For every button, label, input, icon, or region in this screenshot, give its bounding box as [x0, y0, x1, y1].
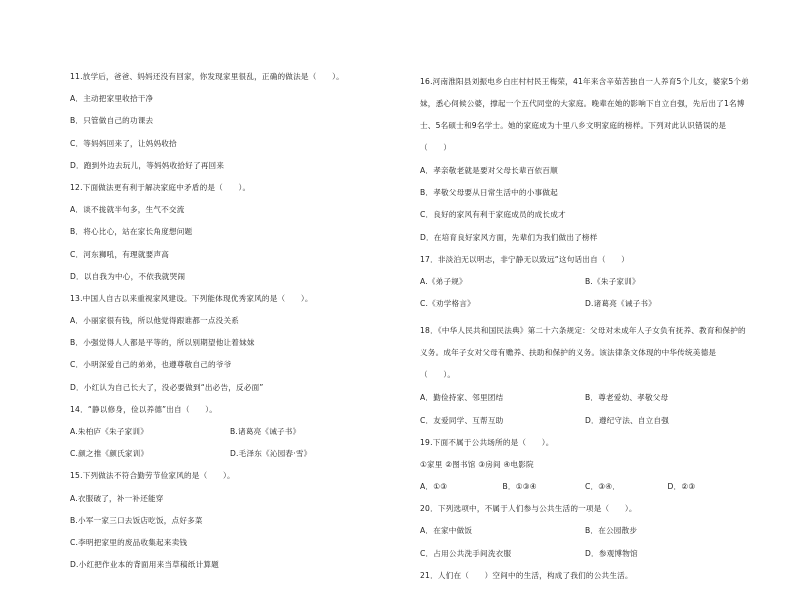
options-20-row2 [420, 548, 750, 560]
option-13b: B．小强觉得人人都是平等的，所以别期望他让着妹妹 [70, 338, 255, 348]
options-20-row1 [420, 525, 750, 537]
option-16d: D．在培育良好家风方面，先辈们为我们做出了榜样 [420, 232, 598, 242]
option-18c: C．友爱同学、互帮互助 [420, 415, 504, 425]
option-15d: D.小红把作业本的背面用来当草稿纸计算题 [70, 560, 219, 570]
question-11: 11.放学后，爸爸、妈妈还没有回家，你发现家里很乱，正确的做法是（ ）。 [70, 72, 344, 81]
option-11a: A．主动把家里收拾干净 [70, 94, 154, 104]
option-20a: A．在家中做饭 [420, 526, 473, 536]
option-17d: D.诸葛亮《诫子书》 [585, 299, 657, 309]
option-16c: C．良好的家风有利于家庭成员的成长成才 [420, 210, 566, 220]
options-18-row2 [420, 415, 750, 427]
option-11c: C．等妈妈回来了，让妈妈收拾 [70, 138, 177, 148]
option-12b: B．将心比心，站在家长角度想问题 [70, 227, 193, 237]
question-19-items: ①家里 ②图书馆 ③房间 ④电影院 [420, 459, 534, 469]
option-14d: D.毛泽东《沁园春·雪》 [230, 449, 312, 459]
right-column [420, 71, 750, 592]
option-17a: A.《弟子规》 [420, 276, 467, 286]
options-18-row1 [420, 392, 750, 404]
option-20b: B．在公园散步 [585, 526, 638, 536]
option-14c: C.颜之推《颜氏家训》 [70, 449, 149, 459]
question-21: 21．人们在（ ）空间中的生活，构成了我们的公共生活。 [420, 570, 633, 580]
question-13: 13.中国人自古以来重视家风建设。下列能体现优秀家风的是（ ）。 [70, 293, 313, 303]
option-16b: B．孝敬父母要从日常生活中的小事做起 [420, 188, 558, 198]
option-15c: C.李明把家里的废品收集起来卖钱 [70, 537, 188, 547]
question-18: 18．《中华人民共和国民法典》第二十六条规定：父母对未成年人子女负有抚养、教育和保护的义务。成年子女对父母有赡养、扶助和保护的义务。该法律条文体现的中华传统美德是（ ）。 [420, 326, 746, 380]
option-15b: B.小军一家三口去饭店吃饭，点好多菜 [70, 515, 203, 525]
option-12d: D．以自我为中心，不依我就哭闹 [70, 271, 186, 281]
options-17-row2 [420, 298, 750, 310]
option-12a: A．谈不拢就半句多，生气不交流 [70, 205, 185, 215]
option-12c: C．河东狮吼，有理就要声高 [70, 249, 170, 259]
option-20d: D．参观博物馆 [585, 548, 638, 558]
option-19d: D．②③ [667, 482, 696, 492]
option-17c: C.《劝学格言》 [420, 299, 475, 309]
option-13a: A．小丽家很有钱，所以他觉得跟谁都一点没关系 [70, 316, 240, 326]
option-15a: A.衣服破了，补一补还能穿 [70, 493, 164, 503]
options-17-row1 [420, 276, 750, 288]
options-19-row [420, 481, 750, 493]
option-20c: C．占用公共洗手间洗衣服 [420, 548, 512, 558]
option-18a: A．勤俭持家、邻里团结 [420, 393, 504, 403]
left-column [70, 71, 390, 581]
question-19: 19.下面不属于公共场所的是（ ）。 [420, 437, 554, 447]
option-14b: B.诸葛亮《诫子书》 [230, 427, 301, 436]
option-18b: B．尊老爱幼、孝敬父母 [585, 393, 669, 403]
question-16: 16.河南淮阳县刘振电乡白庄村村民王梅荣，41年来含辛茹苦独自一人养育5个儿女，婆家5个弟妹，悉心伺候公婆，撑起一个五代同堂的大家庭。晚辈在她的影响下自立自强，先后出了1名博士、5名硕士和9名学士。她的家庭成为十里八乡文明家庭的榜样。下列对此认识错误的是（ ） [420, 77, 749, 152]
option-18d: D．遵纪守法、自立自强 [585, 415, 669, 425]
question-17: 17．非淡泊无以明志，非宁静无以致远“这句话出自（ ） [420, 254, 630, 264]
option-19c: C．③④． [585, 482, 621, 492]
option-19a: A．①③ [420, 482, 448, 492]
option-13d: D．小红认为自己长大了，没必要做到“出必告，反必面” [70, 382, 264, 392]
option-11b: B．只管做自己的功课去 [70, 116, 154, 126]
option-16a: A．孝亲敬老就是要对父母长辈百依百顺 [420, 166, 558, 175]
option-13c: C．小明深爱自己的弟弟，也遵尊敬自己的爷爷 [70, 360, 232, 370]
question-20: 20．下列选项中，不属于人们参与公共生活的一项是（ ）。 [420, 504, 637, 514]
option-14a: A.朱柏庐《朱子家训》 [70, 427, 149, 436]
question-15: 15.下列做法不符合勤劳节俭家风的是（ ）。 [70, 471, 235, 481]
option-17b: B.《朱子家训》 [585, 276, 640, 286]
option-11d: D．跑到外边去玩儿，等妈妈收拾好了再回来 [70, 160, 225, 170]
question-12: 12.下面做法更有利于解决家庭中矛盾的是（ ）。 [70, 182, 251, 192]
question-14: 14．“静以修身，俭以养德”出自（ ）。 [70, 404, 218, 414]
options-14-row1 [70, 426, 390, 438]
options-14-row2 [70, 448, 390, 460]
option-19b: B．①③④ [502, 482, 537, 492]
